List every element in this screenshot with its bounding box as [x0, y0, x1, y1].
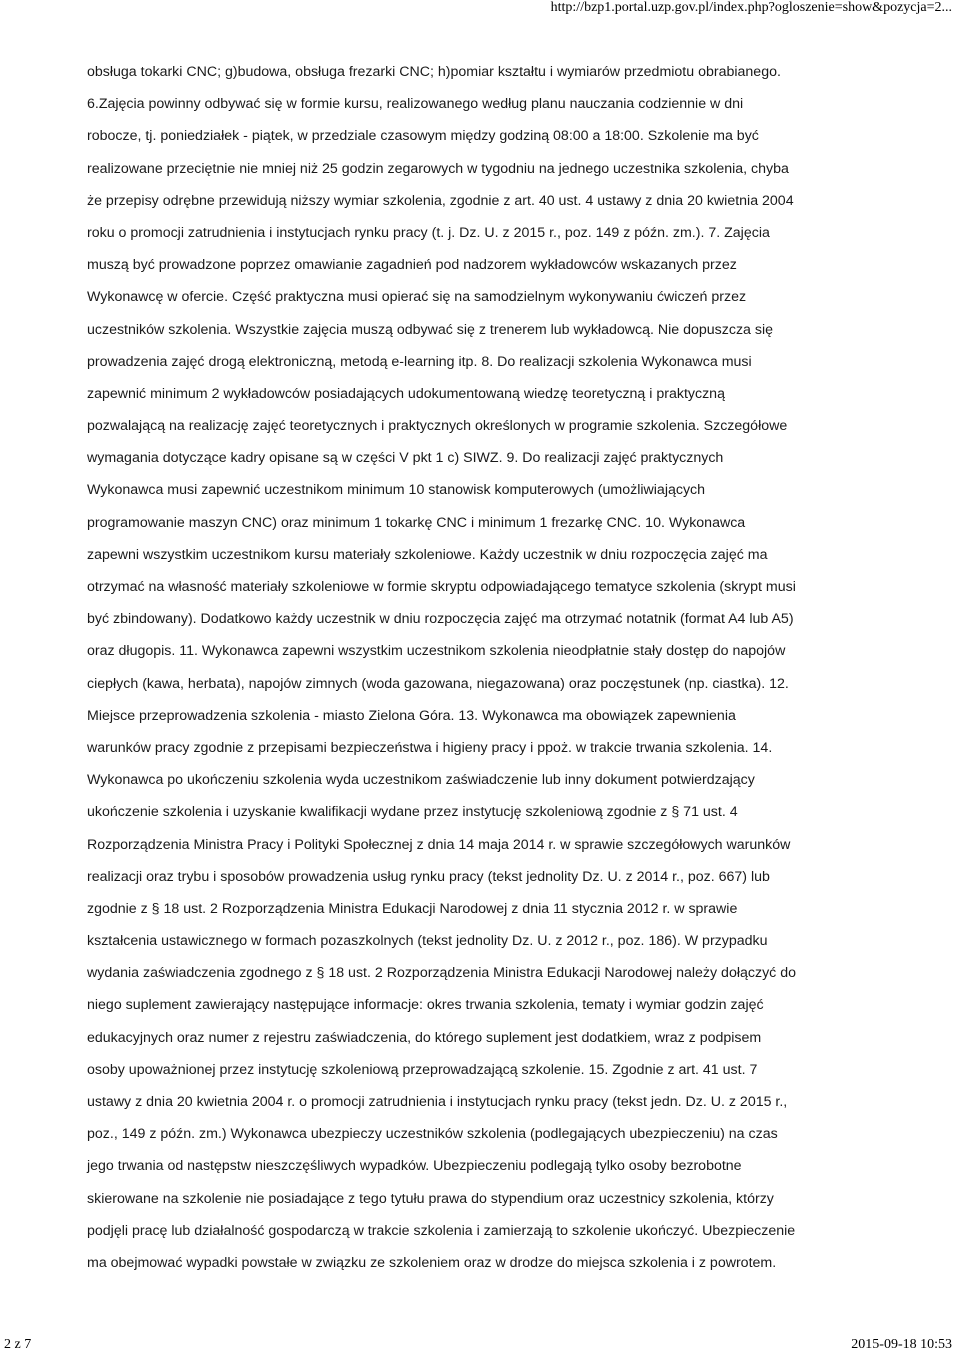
page-number: 2 z 7: [4, 1337, 32, 1352]
text-line: warunków pracy zgodnie z przepisami bezpieczeństwa i higieny pracy i ppoż. w trakcie trwania szkolenia. 14.: [87, 739, 773, 756]
text-line: ma obejmować wypadki powstałe w związku ze szkoleniem oraz w drodze do miejsca szkolenia i z powrotem.: [87, 1254, 777, 1271]
text-line: prowadzenia zajęć drogą elektroniczną, metodą e-learning itp. 8. Do realizacji szkolenia Wykonawca musi: [87, 353, 752, 370]
text-line: Rozporządzenia Ministra Pracy i Polityki Społecznej z dnia 14 maja 2014 r. w sprawie szczegółowych warunków: [87, 836, 791, 853]
text-line: Wykonawca po ukończeniu szkolenia wyda uczestnikom zaświadczenie lub inny dokument potwierdzający: [87, 772, 755, 789]
text-line: zapewni wszystkim uczestnikom kursu materiały szkoleniowe. Każdy uczestnik w dniu rozpoczęcia zajęć ma: [87, 546, 768, 563]
text-line: roku o promocji zatrudnienia i instytucjach rynku pracy (t. j. Dz. U. z 2015 r., poz. 149 z późn. zm.). 7. Zajęcia: [87, 224, 770, 241]
text-line: poz., 149 z późn. zm.) Wykonawca ubezpieczy uczestników szkolenia (podlegających ubezpieczeniu) na czas: [87, 1126, 778, 1143]
text-line: edukacyjnych oraz numer z rejestru zaświadczenia, do którego suplement jest dodatkiem, wraz z podpisem: [87, 1029, 762, 1046]
text-line: być zbindowany). Dodatkowo każdy uczestnik w dniu rozpoczęcia zajęć ma otrzymać notatnik (format A4 lub A5): [87, 611, 794, 628]
text-line: Wykonawca musi zapewnić uczestnikom minimum 10 stanowisk komputerowych (umożliwiających: [87, 482, 706, 499]
text-line: ciepłych (kawa, herbata), napojów zimnych (woda gazowana, niegazowana) oraz poczęstunek (np. ciastka). 12.: [87, 675, 789, 692]
text-line: kształcenia ustawicznego w formach pozaszkolnych (tekst jednolity Dz. U. z 2012 r., poz. 186). W przypadku: [87, 933, 768, 950]
text-line: 6.Zajęcia powinny odbywać się w formie kursu, realizowanego według planu nauczania codziennie w dni: [87, 96, 744, 113]
page-url-header: http://bzp1.portal.uzp.gov.pl/index.php?ogloszenie=show&pozycja=2...: [550, 0, 952, 15]
text-line: zapewnić minimum 2 wykładowców posiadających udokumentowaną wiedzę teoretyczną i praktyczną: [87, 385, 725, 402]
text-line: podjęli pracę lub działalność gospodarczą w trakcie szkolenia i zamierzają to szkolenie ukończyć. Ubezpieczenie: [87, 1222, 796, 1239]
document-body: [87, 56, 897, 1279]
text-line: pozwalającą na realizację zajęć teoretycznych i praktycznych określonych w programie szkolenia. Szczegółowe: [87, 418, 788, 435]
text-line: że przepisy odrębne przewidują niższy wymiar szkolenia, zgodnie z art. 40 ust. 4 ustawy z dnia 20 kwietnia 2004: [87, 192, 794, 209]
text-line: osoby upoważnionej przez instytucję szkoleniową przeprowadzającą szkolenie. 15. Zgodnie z art. 41 ust. 7: [87, 1061, 758, 1078]
text-line: ukończenie szkolenia i uzyskanie kwalifikacji wydane przez instytucję szkoleniową zgodnie z § 71 ust. 4: [87, 804, 738, 821]
text-line: skierowane na szkolenie nie posiadające z tego tytułu prawa do stypendium oraz uczestnicy szkolenia, którzy: [87, 1190, 774, 1207]
text-line: realizacji oraz trybu i sposobów prowadzenia usług rynku pracy (tekst jednolity Dz. U. z 2014 r., poz. 667) lub: [87, 868, 770, 885]
text-line: realizowane przeciętnie nie mniej niż 25 godzin zegarowych w tygodniu na jednego uczestnika szkolenia, chyba: [87, 160, 789, 177]
text-line: jego trwania od następstw nieszczęśliwych wypadków. Ubezpieczeniu podlegają tylko osoby bezrobotne: [87, 1158, 742, 1175]
text-line: Miejsce przeprowadzenia szkolenia - miasto Zielona Góra. 13. Wykonawca ma obowiązek zapewnienia: [87, 707, 736, 724]
text-line: zgodnie z § 18 ust. 2 Rozporządzenia Ministra Edukacji Narodowej z dnia 11 stycznia 2012 r. w sprawie: [87, 900, 738, 917]
print-datetime: 2015-09-18 10:53: [851, 1337, 952, 1352]
text-line: uczestników szkolenia. Wszystkie zajęcia muszą odbywać się z trenerem lub wykładowcą. Nie dopuszcza się: [87, 321, 774, 338]
text-line: oraz długopis. 11. Wykonawca zapewni wszystkim uczestnikom szkolenia nieodpłatnie stały dostęp do napojów: [87, 643, 786, 660]
text-line: Wykonawcę w ofercie. Część praktyczna musi opierać się na samodzielnym wykonywaniu ćwiczeń przez: [87, 289, 747, 306]
text-line: programowanie maszyn CNC) oraz minimum 1 tokarkę CNC i minimum 1 frezarkę CNC. 10. Wykonawca: [87, 514, 746, 531]
text-line: ustawy z dnia 20 kwietnia 2004 r. o promocji zatrudnienia i instytucjach rynku pracy (tekst jedn. Dz. U. z 2015 r.,: [87, 1094, 788, 1110]
text-line: wymagania dotyczące kadry opisane są w części V pkt 1 c) SIWZ. 9. Do realizacji zajęć praktycznych: [87, 450, 724, 467]
text-line: obsługa tokarki CNC; g)budowa, obsługa frezarki CNC; h)pomiar kształtu i wymiarów przedmiotu obrabianego.: [87, 64, 781, 80]
text-line: muszą być prowadzone poprzez omawianie zagadnień pod nadzorem wykładowców wskazanych przez: [87, 257, 737, 274]
text-line: otrzymać na własność materiały szkoleniowe w formie skryptu odpowiadającego tematyce szkolenia (skrypt musi: [87, 579, 796, 595]
text-line: niego suplement zawierający następujące informacje: okres trwania szkolenia, tematy i wymiar godzin zajęć: [87, 997, 764, 1014]
text-line: robocze, tj. poniedziałek - piątek, w przedziale czasowym między godziną 08:00 a 18:00. Szkolenie ma być: [87, 128, 759, 145]
text-line: wydania zaświadczenia zgodnego z § 18 ust. 2 Rozporządzenia Ministra Edukacji Narodowej należy dołączyć do: [87, 965, 796, 982]
